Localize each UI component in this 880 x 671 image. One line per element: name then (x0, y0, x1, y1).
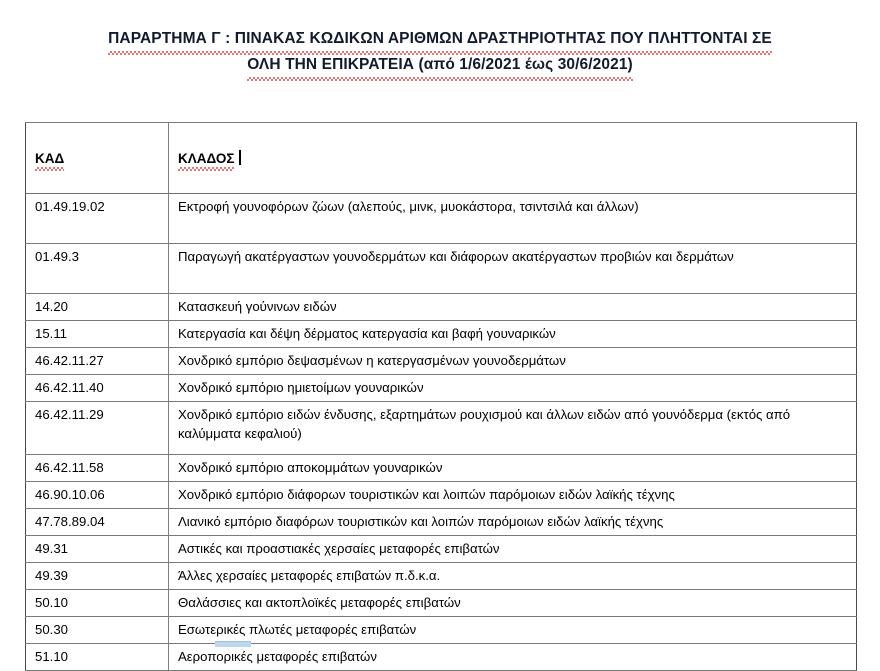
table-row (26, 375, 857, 402)
selection-highlight (215, 641, 251, 647)
column-header-klados-label: ΚΛΑΔΟΣ (178, 150, 235, 166)
cell-kad: 46.90.10.06 (26, 482, 169, 509)
kad-table (25, 122, 857, 671)
cell-klados: Αστικές και προαστιακές χερσαίες μεταφορές επιβατών (169, 536, 857, 563)
table-row (26, 536, 857, 563)
table-row (26, 194, 857, 244)
cell-kad: 49.39 (26, 563, 169, 590)
table-row (26, 482, 857, 509)
cell-kad: 47.78.89.04 (26, 509, 169, 536)
cell-klados: Λιανικό εμπόριο διαφόρων τουριστικών και λοιπών παρόμοιων ειδών λαϊκής τέχνης (169, 509, 857, 536)
text-cursor (239, 150, 241, 165)
page-title-line-2-text: ΟΛΗ ΤΗΝ ΕΠΙΚΡΑΤΕΙΑ (από 1/6/2021 έως 30/6/2021) (247, 52, 633, 78)
cell-kad: 51.10 (26, 644, 169, 671)
table-row (26, 644, 857, 671)
page-title-line-1-text: ΠΑΡΑΡΤΗΜΑ Γ : ΠΙΝΑΚΑΣ ΚΩΔΙΚΩΝ ΑΡΙΘΜΩΝ ΔΡΑΣΤΗΡΙΟΤΗΤΑΣ ΠΟΥ ΠΛΗΤΤΟΝΤΑΙ ΣΕ (108, 26, 772, 52)
cell-klados: Χονδρικό εμπόριο ειδών ένδυσης, εξαρτημάτων ρουχισμού και άλλων ειδών από γουνόδερμα (εκτός από καλύμματα κεφαλιού) (169, 402, 857, 455)
table-row (26, 617, 857, 644)
column-header-kad (26, 123, 169, 194)
cell-klados: Αεροπορικές μεταφορές επιβατών (169, 644, 857, 671)
table-body (26, 194, 857, 671)
column-header-kad-label: ΚΑΔ (35, 150, 65, 166)
table-row (26, 509, 857, 536)
cell-klados: Εσωτερικές πλωτές μεταφορές επιβατών (169, 617, 857, 644)
cell-kad: 50.30 (26, 617, 169, 644)
cell-klados: Χονδρικό εμπόριο δεψασμένων η κατεργασμένων γουνοδερμάτων (169, 348, 857, 375)
cell-klados: Χονδρικό εμπόριο αποκομμάτων γουναρικών (169, 455, 857, 482)
cell-klados: Παραγωγή ακατέργαστων γουνοδερμάτων και διάφορων ακατέργαστων προβιών και δερμάτων (169, 244, 857, 294)
cell-kad: 01.49.19.02 (26, 194, 169, 244)
page-title-line-2 (60, 52, 820, 78)
table-head (26, 123, 857, 194)
cell-klados: Εκτροφή γουνοφόρων ζώων (αλεπούς, μινκ, μυοκάστορα, τσιντσιλά και άλλων) (169, 194, 857, 244)
cell-kad: 01.49.3 (26, 244, 169, 294)
cell-klados: Χονδρικό εμπόριο διάφορων τουριστικών και λοιπών παρόμοιων ειδών λαϊκής τέχνης (169, 482, 857, 509)
table-row (26, 402, 857, 455)
cell-klados: Κατεργασία και δέψη δέρματος κατεργασία και βαφή γουναρικών (169, 321, 857, 348)
cell-kad: 46.42.11.40 (26, 375, 169, 402)
cell-kad: 14.20 (26, 294, 169, 321)
cell-kad: 46.42.11.27 (26, 348, 169, 375)
cell-kad: 15.11 (26, 321, 169, 348)
table-row (26, 348, 857, 375)
cell-kad: 46.42.11.58 (26, 455, 169, 482)
table-row (26, 455, 857, 482)
table-row (26, 294, 857, 321)
kad-table-container (25, 122, 856, 671)
cell-kad: 46.42.11.29 (26, 402, 169, 455)
table-row (26, 590, 857, 617)
table-header-row (26, 123, 857, 194)
table-row (26, 563, 857, 590)
cell-klados: Κατασκευή γούνινων ειδών (169, 294, 857, 321)
page-title-line-1 (60, 26, 820, 52)
cell-klados: Άλλες χερσαίες μεταφορές επιβατών π.δ.κ.α. (169, 563, 857, 590)
table-row (26, 244, 857, 294)
cell-kad: 50.10 (26, 590, 169, 617)
page-title (60, 0, 820, 78)
cell-klados: Θαλάσσιες και ακτοπλοϊκές μεταφορές επιβατών (169, 590, 857, 617)
cell-kad: 49.31 (26, 536, 169, 563)
table-row (26, 321, 857, 348)
column-header-klados (169, 123, 857, 194)
cell-klados: Χονδρικό εμπόριο ημιετοίμων γουναρικών (169, 375, 857, 402)
